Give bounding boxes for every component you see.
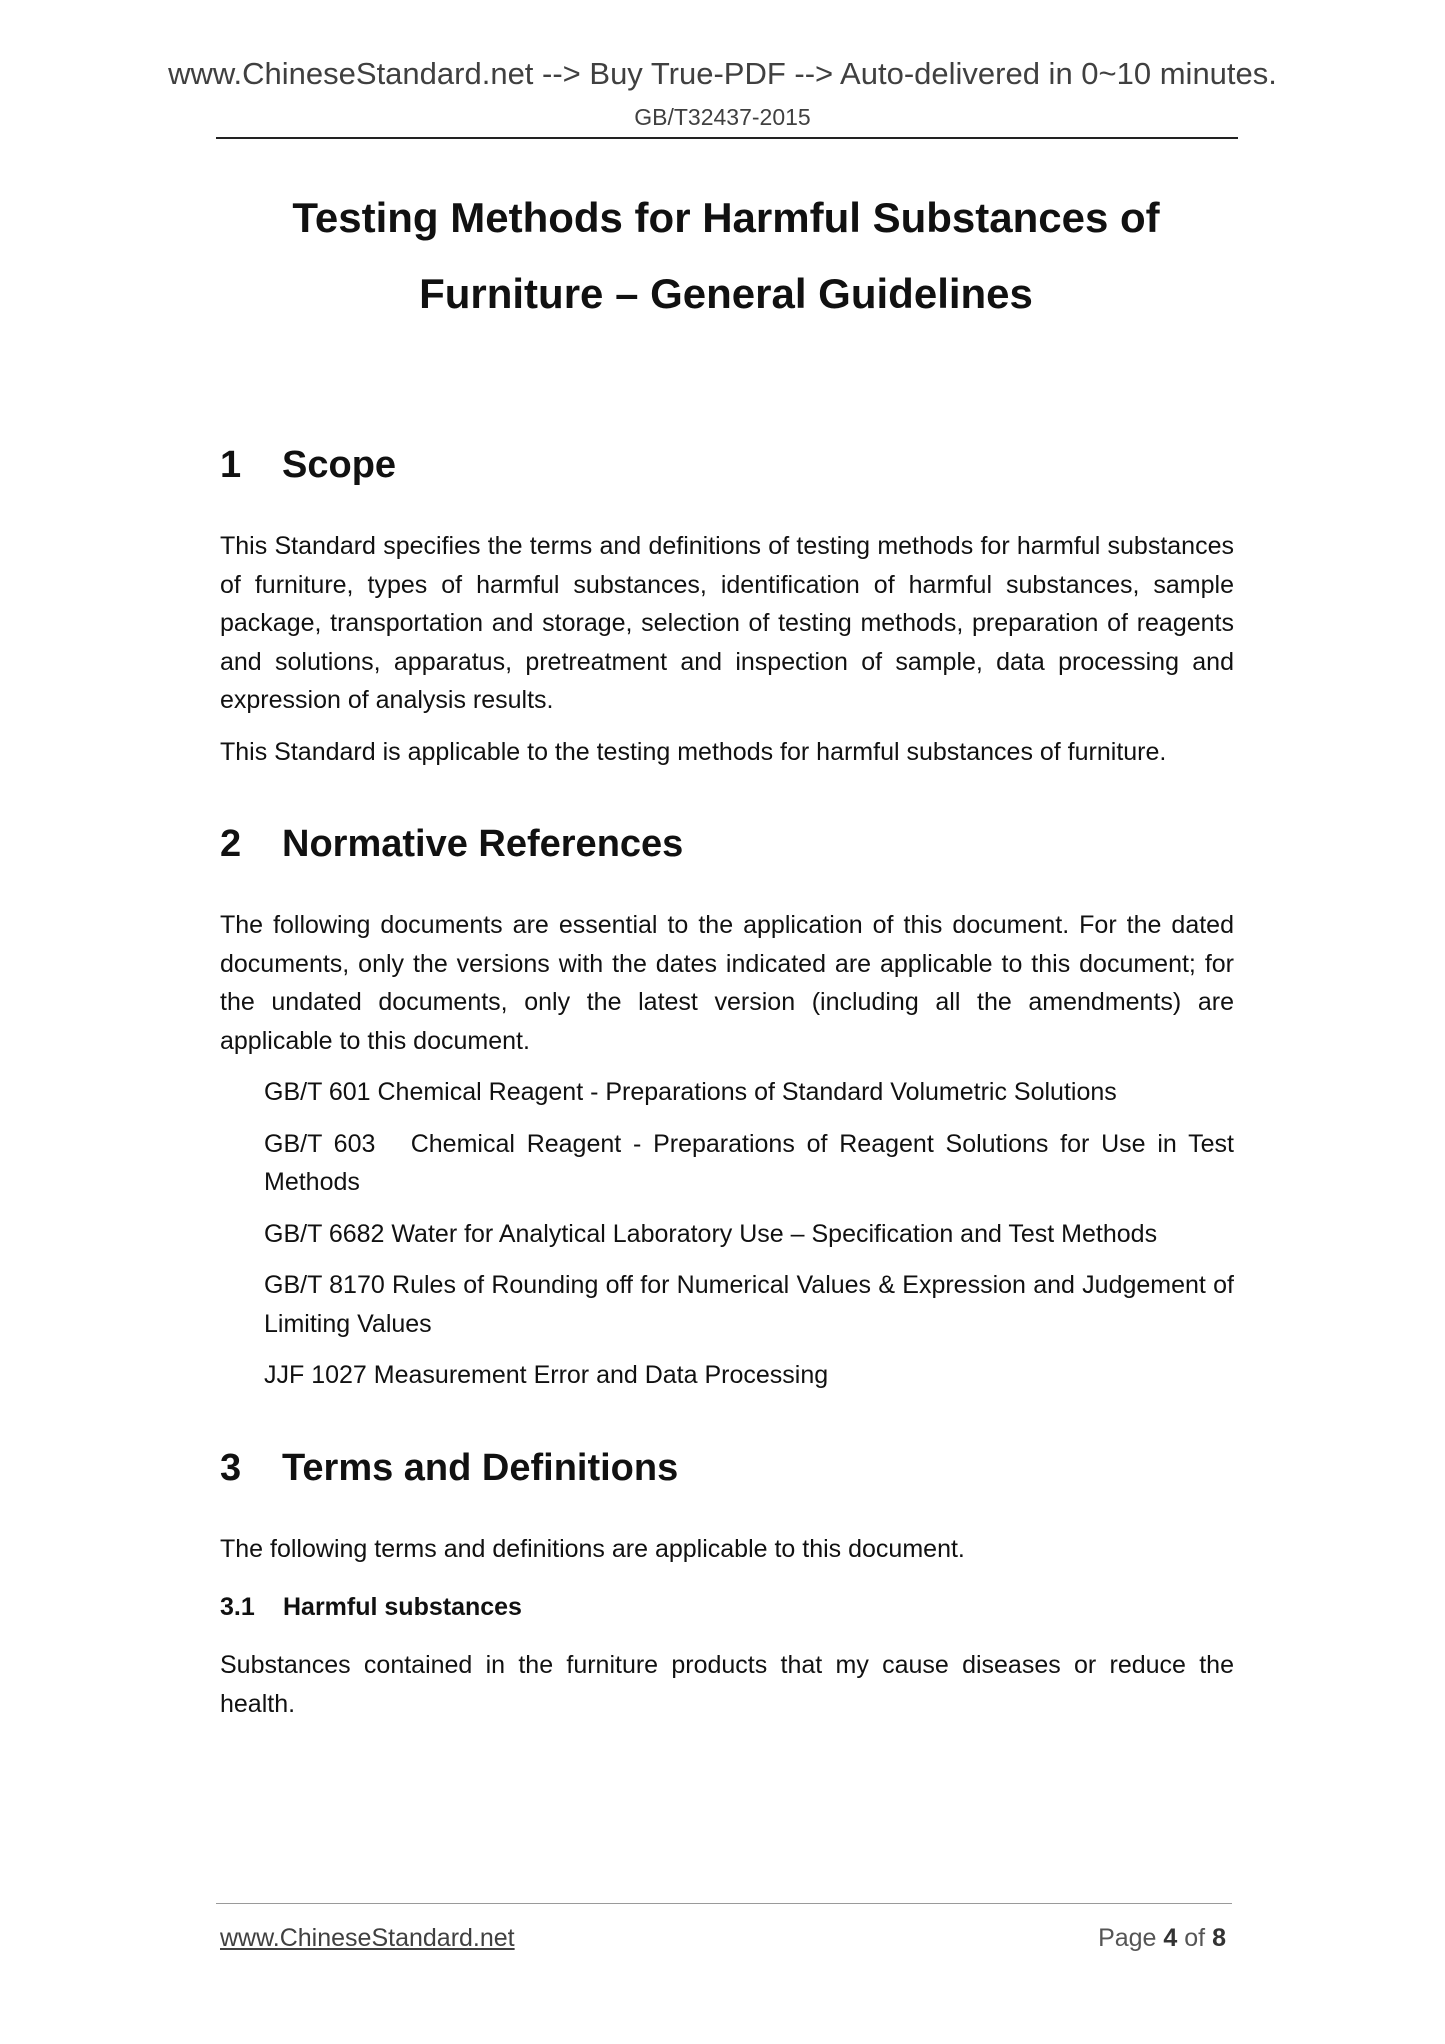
header-banner: www.ChineseStandard.net --> Buy True-PDF --> Auto-delivered in 0~10 minutes.	[168, 56, 1277, 91]
document-title-line-2: Furniture – General Guidelines	[419, 270, 1033, 317]
current-page-number: 4	[1163, 1924, 1178, 1952]
paragraph: This Standard specifies the terms and definitions of testing methods for harmful substances of furniture, types of harmful substances, identification of harmful substances, sample package, transportation and storage, selection of testing methods, preparation of reagents and solutions, apparatus, pretreatment and inspection of sample, data processing and expression of analysis results.	[220, 532, 1234, 714]
section-heading-terms-and-definitions	[220, 1446, 1234, 1489]
section-number: 2	[220, 823, 242, 865]
section-heading-scope	[220, 446, 1234, 484]
page-indicator	[1098, 1926, 1226, 1951]
paragraph: The following documents are essential to the application of this document. For the dated documents, only the versions with the dates indicated are applicable to this document; for the undated documents, only the latest version (including all the amendments) are applicable to this document.	[220, 911, 1234, 1055]
section-number: 1	[220, 444, 242, 486]
paragraph: This Standard is applicable to the testing methods for harmful substances of furniture.	[220, 737, 1167, 766]
section-title: Scope	[282, 444, 397, 486]
page-label: Page	[1098, 1924, 1157, 1952]
subsection-title: Harmful substances	[283, 1593, 522, 1621]
reference-item: GB/T 603 Chemical Reagent - Preparations of Reagent Solutions for Use in Test Methods	[264, 1129, 1241, 1196]
reference-item: GB/T 6682 Water for Analytical Laboratory Use – Specification and Test Methods	[264, 1219, 1158, 1248]
document-title-line-1: Testing Methods for Harmful Substances of	[292, 194, 1160, 241]
subsection-heading-harmful-substances	[220, 1595, 1234, 1620]
standard-code: GB/T32437-2015	[634, 104, 811, 130]
subsection-number: 3.1	[220, 1593, 255, 1621]
reference-item: GB/T 601 Chemical Reagent - Preparations of Standard Volumetric Solutions	[264, 1078, 1117, 1106]
section-title: Terms and Definitions	[282, 1446, 679, 1489]
total-pages-number: 8	[1212, 1924, 1226, 1952]
document-body	[220, 444, 1241, 1723]
footer-website-link[interactable]: www.ChineseStandard.net	[220, 1924, 515, 1952]
header-divider	[216, 137, 1238, 139]
section-heading-normative-references	[220, 825, 1234, 863]
section-title: Normative References	[282, 823, 684, 865]
definition-text: Substances contained in the furniture products that my cause diseases or reduce the health.	[220, 1651, 1234, 1718]
document-title	[216, 180, 1236, 332]
section-number: 3	[220, 1446, 242, 1489]
reference-item: JJF 1027 Measurement Error and Data Processing	[264, 1361, 829, 1389]
reference-item: GB/T 8170 Rules of Rounding off for Numerical Values & Expression and Judgement of Limiting Values	[264, 1271, 1234, 1338]
footer-divider	[216, 1903, 1232, 1904]
paragraph: The following terms and definitions are applicable to this document.	[220, 1534, 965, 1563]
page-of-label: of	[1184, 1924, 1206, 1952]
